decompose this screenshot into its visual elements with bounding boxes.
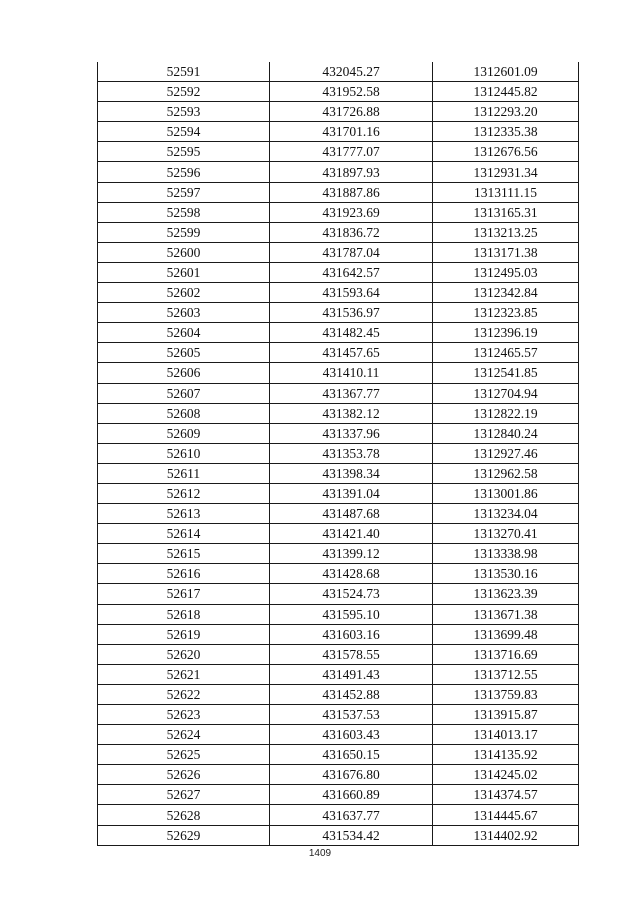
x-coordinate-cell: 431391.04 — [270, 483, 433, 503]
point-id-cell: 52612 — [98, 483, 270, 503]
coordinate-table-container — [97, 62, 578, 846]
y-coordinate-cell: 1312396.19 — [433, 323, 579, 343]
x-coordinate-cell: 431367.77 — [270, 383, 433, 403]
table-row — [98, 162, 579, 182]
table-row — [98, 303, 579, 323]
x-coordinate-cell: 431836.72 — [270, 222, 433, 242]
x-coordinate-cell: 431337.96 — [270, 423, 433, 443]
x-coordinate-cell: 431701.16 — [270, 122, 433, 142]
table-row — [98, 222, 579, 242]
table-row — [98, 524, 579, 544]
x-coordinate-cell: 431457.65 — [270, 343, 433, 363]
table-row — [98, 624, 579, 644]
x-coordinate-cell: 431897.93 — [270, 162, 433, 182]
x-coordinate-cell: 431578.55 — [270, 644, 433, 664]
y-coordinate-cell: 1312445.82 — [433, 82, 579, 102]
y-coordinate-cell: 1314374.57 — [433, 785, 579, 805]
y-coordinate-cell: 1312822.19 — [433, 403, 579, 423]
y-coordinate-cell: 1313699.48 — [433, 624, 579, 644]
y-coordinate-cell: 1313165.31 — [433, 202, 579, 222]
y-coordinate-cell: 1312323.85 — [433, 303, 579, 323]
point-id-cell: 52621 — [98, 664, 270, 684]
y-coordinate-cell: 1313623.39 — [433, 584, 579, 604]
coordinate-table-body — [98, 62, 579, 845]
point-id-cell: 52593 — [98, 102, 270, 122]
y-coordinate-cell: 1314013.17 — [433, 725, 579, 745]
y-coordinate-cell: 1313716.69 — [433, 644, 579, 664]
point-id-cell: 52619 — [98, 624, 270, 644]
point-id-cell: 52624 — [98, 725, 270, 745]
y-coordinate-cell: 1313915.87 — [433, 705, 579, 725]
table-row — [98, 82, 579, 102]
y-coordinate-cell: 1314402.92 — [433, 825, 579, 845]
y-coordinate-cell: 1313338.98 — [433, 544, 579, 564]
point-id-cell: 52595 — [98, 142, 270, 162]
point-id-cell: 52623 — [98, 705, 270, 725]
point-id-cell: 52629 — [98, 825, 270, 845]
y-coordinate-cell: 1313171.38 — [433, 242, 579, 262]
x-coordinate-cell: 431399.12 — [270, 544, 433, 564]
table-row — [98, 62, 579, 82]
x-coordinate-cell: 431726.88 — [270, 102, 433, 122]
table-row — [98, 343, 579, 363]
table-row — [98, 805, 579, 825]
point-id-cell: 52610 — [98, 443, 270, 463]
x-coordinate-cell: 431650.15 — [270, 745, 433, 765]
table-row — [98, 443, 579, 463]
y-coordinate-cell: 1313759.83 — [433, 684, 579, 704]
point-id-cell: 52606 — [98, 363, 270, 383]
table-row — [98, 423, 579, 443]
y-coordinate-cell: 1312601.09 — [433, 62, 579, 82]
y-coordinate-cell: 1312840.24 — [433, 423, 579, 443]
table-row — [98, 644, 579, 664]
y-coordinate-cell: 1313234.04 — [433, 504, 579, 524]
table-row — [98, 504, 579, 524]
x-coordinate-cell: 431410.11 — [270, 363, 433, 383]
y-coordinate-cell: 1312342.84 — [433, 283, 579, 303]
table-row — [98, 262, 579, 282]
point-id-cell: 52597 — [98, 182, 270, 202]
table-row — [98, 745, 579, 765]
table-row — [98, 544, 579, 564]
point-id-cell: 52602 — [98, 283, 270, 303]
x-coordinate-cell: 431482.45 — [270, 323, 433, 343]
table-row — [98, 725, 579, 745]
point-id-cell: 52607 — [98, 383, 270, 403]
point-id-cell: 52591 — [98, 62, 270, 82]
point-id-cell: 52609 — [98, 423, 270, 443]
table-row — [98, 705, 579, 725]
table-row — [98, 584, 579, 604]
point-id-cell: 52605 — [98, 343, 270, 363]
x-coordinate-cell: 431491.43 — [270, 664, 433, 684]
y-coordinate-cell: 1312465.57 — [433, 343, 579, 363]
table-row — [98, 483, 579, 503]
y-coordinate-cell: 1314245.02 — [433, 765, 579, 785]
y-coordinate-cell: 1312927.46 — [433, 443, 579, 463]
table-row — [98, 785, 579, 805]
table-row — [98, 142, 579, 162]
point-id-cell: 52600 — [98, 242, 270, 262]
y-coordinate-cell: 1314445.67 — [433, 805, 579, 825]
x-coordinate-cell: 431637.77 — [270, 805, 433, 825]
y-coordinate-cell: 1312931.34 — [433, 162, 579, 182]
table-row — [98, 122, 579, 142]
table-row — [98, 664, 579, 684]
point-id-cell: 52608 — [98, 403, 270, 423]
x-coordinate-cell: 431398.34 — [270, 463, 433, 483]
x-coordinate-cell: 431593.64 — [270, 283, 433, 303]
x-coordinate-cell: 431923.69 — [270, 202, 433, 222]
point-id-cell: 52594 — [98, 122, 270, 142]
y-coordinate-cell: 1313111.15 — [433, 182, 579, 202]
point-id-cell: 52615 — [98, 544, 270, 564]
x-coordinate-cell: 431595.10 — [270, 604, 433, 624]
y-coordinate-cell: 1313270.41 — [433, 524, 579, 544]
x-coordinate-cell: 431524.73 — [270, 584, 433, 604]
x-coordinate-cell: 431887.86 — [270, 182, 433, 202]
x-coordinate-cell: 431353.78 — [270, 443, 433, 463]
table-row — [98, 182, 579, 202]
point-id-cell: 52613 — [98, 504, 270, 524]
point-id-cell: 52627 — [98, 785, 270, 805]
x-coordinate-cell: 431642.57 — [270, 262, 433, 282]
point-id-cell: 52622 — [98, 684, 270, 704]
y-coordinate-cell: 1314135.92 — [433, 745, 579, 765]
x-coordinate-cell: 431452.88 — [270, 684, 433, 704]
point-id-cell: 52625 — [98, 745, 270, 765]
table-row — [98, 825, 579, 845]
x-coordinate-cell: 431534.42 — [270, 825, 433, 845]
point-id-cell: 52598 — [98, 202, 270, 222]
y-coordinate-cell: 1313671.38 — [433, 604, 579, 624]
point-id-cell: 52618 — [98, 604, 270, 624]
x-coordinate-cell: 431676.80 — [270, 765, 433, 785]
point-id-cell: 52611 — [98, 463, 270, 483]
table-row — [98, 242, 579, 262]
x-coordinate-cell: 432045.27 — [270, 62, 433, 82]
x-coordinate-cell: 431421.40 — [270, 524, 433, 544]
page-number: 1409 — [308, 848, 332, 859]
x-coordinate-cell: 431487.68 — [270, 504, 433, 524]
table-row — [98, 403, 579, 423]
y-coordinate-cell: 1312704.94 — [433, 383, 579, 403]
point-id-cell: 52614 — [98, 524, 270, 544]
point-id-cell: 52604 — [98, 323, 270, 343]
table-row — [98, 283, 579, 303]
y-coordinate-cell: 1312335.38 — [433, 122, 579, 142]
table-row — [98, 202, 579, 222]
table-row — [98, 323, 579, 343]
point-id-cell: 52592 — [98, 82, 270, 102]
table-row — [98, 102, 579, 122]
x-coordinate-cell: 431603.43 — [270, 725, 433, 745]
x-coordinate-cell: 431660.89 — [270, 785, 433, 805]
table-row — [98, 363, 579, 383]
point-id-cell: 52617 — [98, 584, 270, 604]
table-row — [98, 684, 579, 704]
y-coordinate-cell: 1313712.55 — [433, 664, 579, 684]
y-coordinate-cell: 1312495.03 — [433, 262, 579, 282]
point-id-cell: 52599 — [98, 222, 270, 242]
x-coordinate-cell: 431536.97 — [270, 303, 433, 323]
point-id-cell: 52628 — [98, 805, 270, 825]
point-id-cell: 52626 — [98, 765, 270, 785]
y-coordinate-cell: 1313001.86 — [433, 483, 579, 503]
x-coordinate-cell: 431382.12 — [270, 403, 433, 423]
point-id-cell: 52620 — [98, 644, 270, 664]
x-coordinate-cell: 431777.07 — [270, 142, 433, 162]
table-row — [98, 564, 579, 584]
y-coordinate-cell: 1312293.20 — [433, 102, 579, 122]
y-coordinate-cell: 1313530.16 — [433, 564, 579, 584]
point-id-cell: 52616 — [98, 564, 270, 584]
x-coordinate-cell: 431428.68 — [270, 564, 433, 584]
x-coordinate-cell: 431787.04 — [270, 242, 433, 262]
x-coordinate-cell: 431537.53 — [270, 705, 433, 725]
table-row — [98, 463, 579, 483]
point-id-cell: 52601 — [98, 262, 270, 282]
table-row — [98, 604, 579, 624]
y-coordinate-cell: 1312541.85 — [433, 363, 579, 383]
y-coordinate-cell: 1312676.56 — [433, 142, 579, 162]
x-coordinate-cell: 431952.58 — [270, 82, 433, 102]
y-coordinate-cell: 1313213.25 — [433, 222, 579, 242]
table-row — [98, 765, 579, 785]
table-row — [98, 383, 579, 403]
x-coordinate-cell: 431603.16 — [270, 624, 433, 644]
y-coordinate-cell: 1312962.58 — [433, 463, 579, 483]
coordinate-table — [97, 62, 579, 846]
point-id-cell: 52596 — [98, 162, 270, 182]
point-id-cell: 52603 — [98, 303, 270, 323]
